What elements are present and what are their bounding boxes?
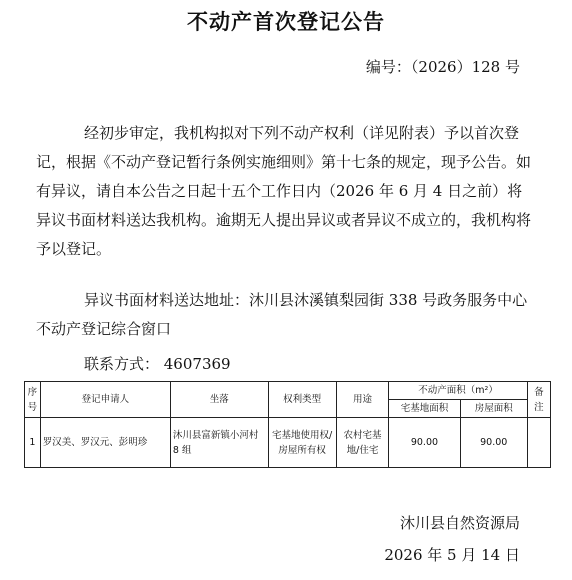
header-usage: 用途	[336, 382, 388, 418]
cell-house-area: 90.00	[460, 418, 527, 468]
registration-table	[24, 381, 551, 468]
header-land-area: 宅基地面积	[389, 400, 460, 418]
cell-usage: 农村宅基地/住宅	[336, 418, 388, 468]
cell-applicant: 罗汉美、罗汉元、彭明珍	[40, 418, 170, 468]
header-area-group: 不动产面积（m²）	[389, 382, 528, 400]
contact-info: 联系方式： 4607369	[84, 355, 231, 373]
cell-remark	[527, 418, 550, 468]
header-applicant: 登记申请人	[40, 382, 170, 418]
cell-seq: 1	[25, 418, 41, 468]
document-number: 编号：（2026）128 号	[365, 58, 520, 76]
header-seq: 序号	[25, 382, 41, 418]
notice-title: 不动产首次登记公告	[187, 9, 385, 34]
issuing-authority: 沐川县自然资源局	[399, 514, 520, 532]
notice-paragraph-main: 经初步审定，我机构拟对下列不动产权利（详见附表）予以首次登记，根据《不动产登记暂行条例实施细则》第十七条的规定，现予公告。如有异议，请自本公告之日起十五个工作日内（2026 年 6 月 4 日之前）将异议书面材料送达我机构。逾期无人提出异议或者异议不成立的，我机构将予以登记。	[36, 124, 532, 258]
cell-land-area: 90.00	[389, 418, 460, 468]
cell-location: 沐川县富新镇小河村 8 组	[170, 418, 268, 468]
notice-paragraph-address: 异议书面材料送达地址：沐川县沐溪镇梨园街 338 号政务服务中心不动产登记综合窗口	[36, 291, 528, 338]
header-right-type: 权利类型	[268, 382, 336, 418]
table-row	[25, 418, 551, 468]
header-remark: 备注	[527, 382, 550, 418]
cell-right-type: 宅基地使用权/房屋所有权	[268, 418, 336, 468]
table-header-row	[25, 382, 551, 400]
header-house-area: 房屋面积	[460, 400, 527, 418]
header-location: 坐落	[170, 382, 268, 418]
issue-date: 2026 年 5 月 14 日	[384, 546, 520, 564]
